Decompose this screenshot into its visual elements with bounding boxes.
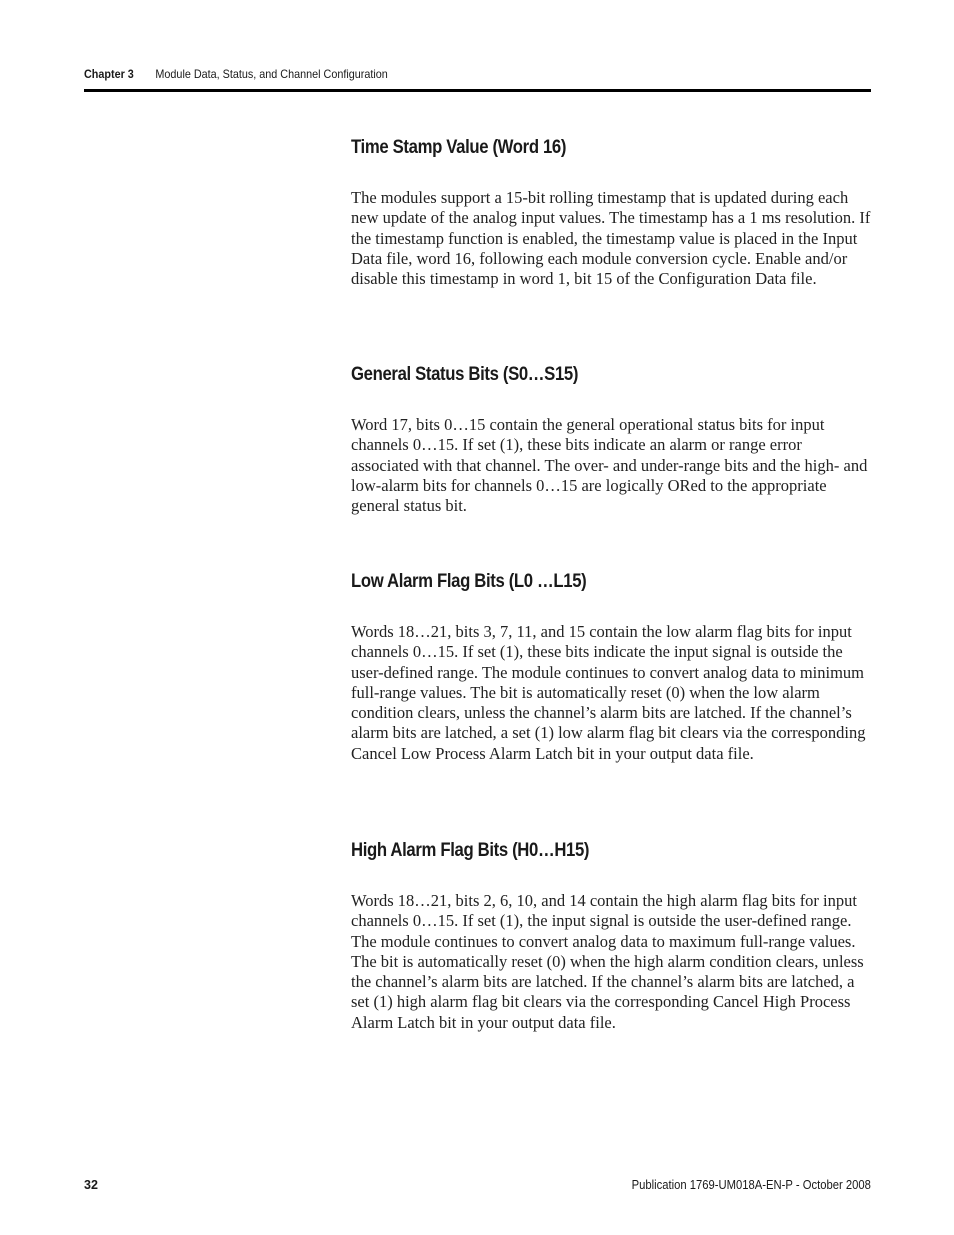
- section-heading: General Status Bits (S0…S15): [351, 364, 579, 385]
- page-number: 32: [84, 1178, 98, 1192]
- section-low-alarm-flag-bits: [351, 570, 871, 764]
- section-time-stamp-value: [351, 136, 871, 289]
- chapter-title: Module Data, Status, and Channel Configuration: [155, 67, 388, 81]
- section-body: Words 18…21, bits 2, 6, 10, and 14 contain the high alarm flag bits for input channels 0…15. If set (1), the input signal is outside the user-defined range. The module continues to convert analog data to maximum full-range values. The bit is automatically reset (0) when the high alarm condition clears, unless the channel’s alarm bits are latched. If the channel’s alarm bits are latched, a set (1) high alarm flag bit clears via the corresponding Cancel High Process Alarm Latch bit in your output data file.: [351, 891, 864, 1032]
- chapter-label: Chapter 3: [84, 67, 134, 81]
- header-rule: [84, 89, 871, 92]
- section-heading: Time Stamp Value (Word 16): [351, 137, 567, 158]
- running-header: [84, 66, 792, 82]
- section-general-status-bits: [351, 363, 871, 516]
- section-body: Words 18…21, bits 3, 7, 11, and 15 contain the low alarm flag bits for input channels 0…15. If set (1), these bits indicate the input signal is outside the user-defined range. The module continues to convert analog data to minimum full-range values. The bit is automatically reset (0) when the low alarm condition clears, unless the channel’s alarm bits are latched. If the channel’s alarm bits are latched, a set (1) low alarm flag bit clears via the corresponding Cancel Low Process Alarm Latch bit in your output data file.: [351, 622, 866, 763]
- section-heading: Low Alarm Flag Bits (L0 …L15): [351, 571, 587, 592]
- publication-info: Publication 1769-UM018A-EN-P - October 2008: [631, 1178, 871, 1192]
- section-body: Word 17, bits 0…15 contain the general operational status bits for input channels 0…15. If set (1), these bits indicate an alarm or range error associated with that channel. The over- and under-range bits and the high- and low-alarm bits for channels 0…15 are logically ORed to the appropriate general status bit.: [351, 415, 868, 516]
- section-high-alarm-flag-bits: [351, 839, 871, 1033]
- section-body: The modules support a 15-bit rolling timestamp that is updated during each new update of the analog input values. The timestamp has a 1 ms resolution. If the timestamp function is enabled, the timestamp value is placed in the Input Data file, word 16, following each module conversion cycle. Enable and/or disable this timestamp in word 1, bit 15 of the Configuration Data file.: [351, 188, 871, 289]
- section-heading: High Alarm Flag Bits (H0…H15): [351, 840, 590, 861]
